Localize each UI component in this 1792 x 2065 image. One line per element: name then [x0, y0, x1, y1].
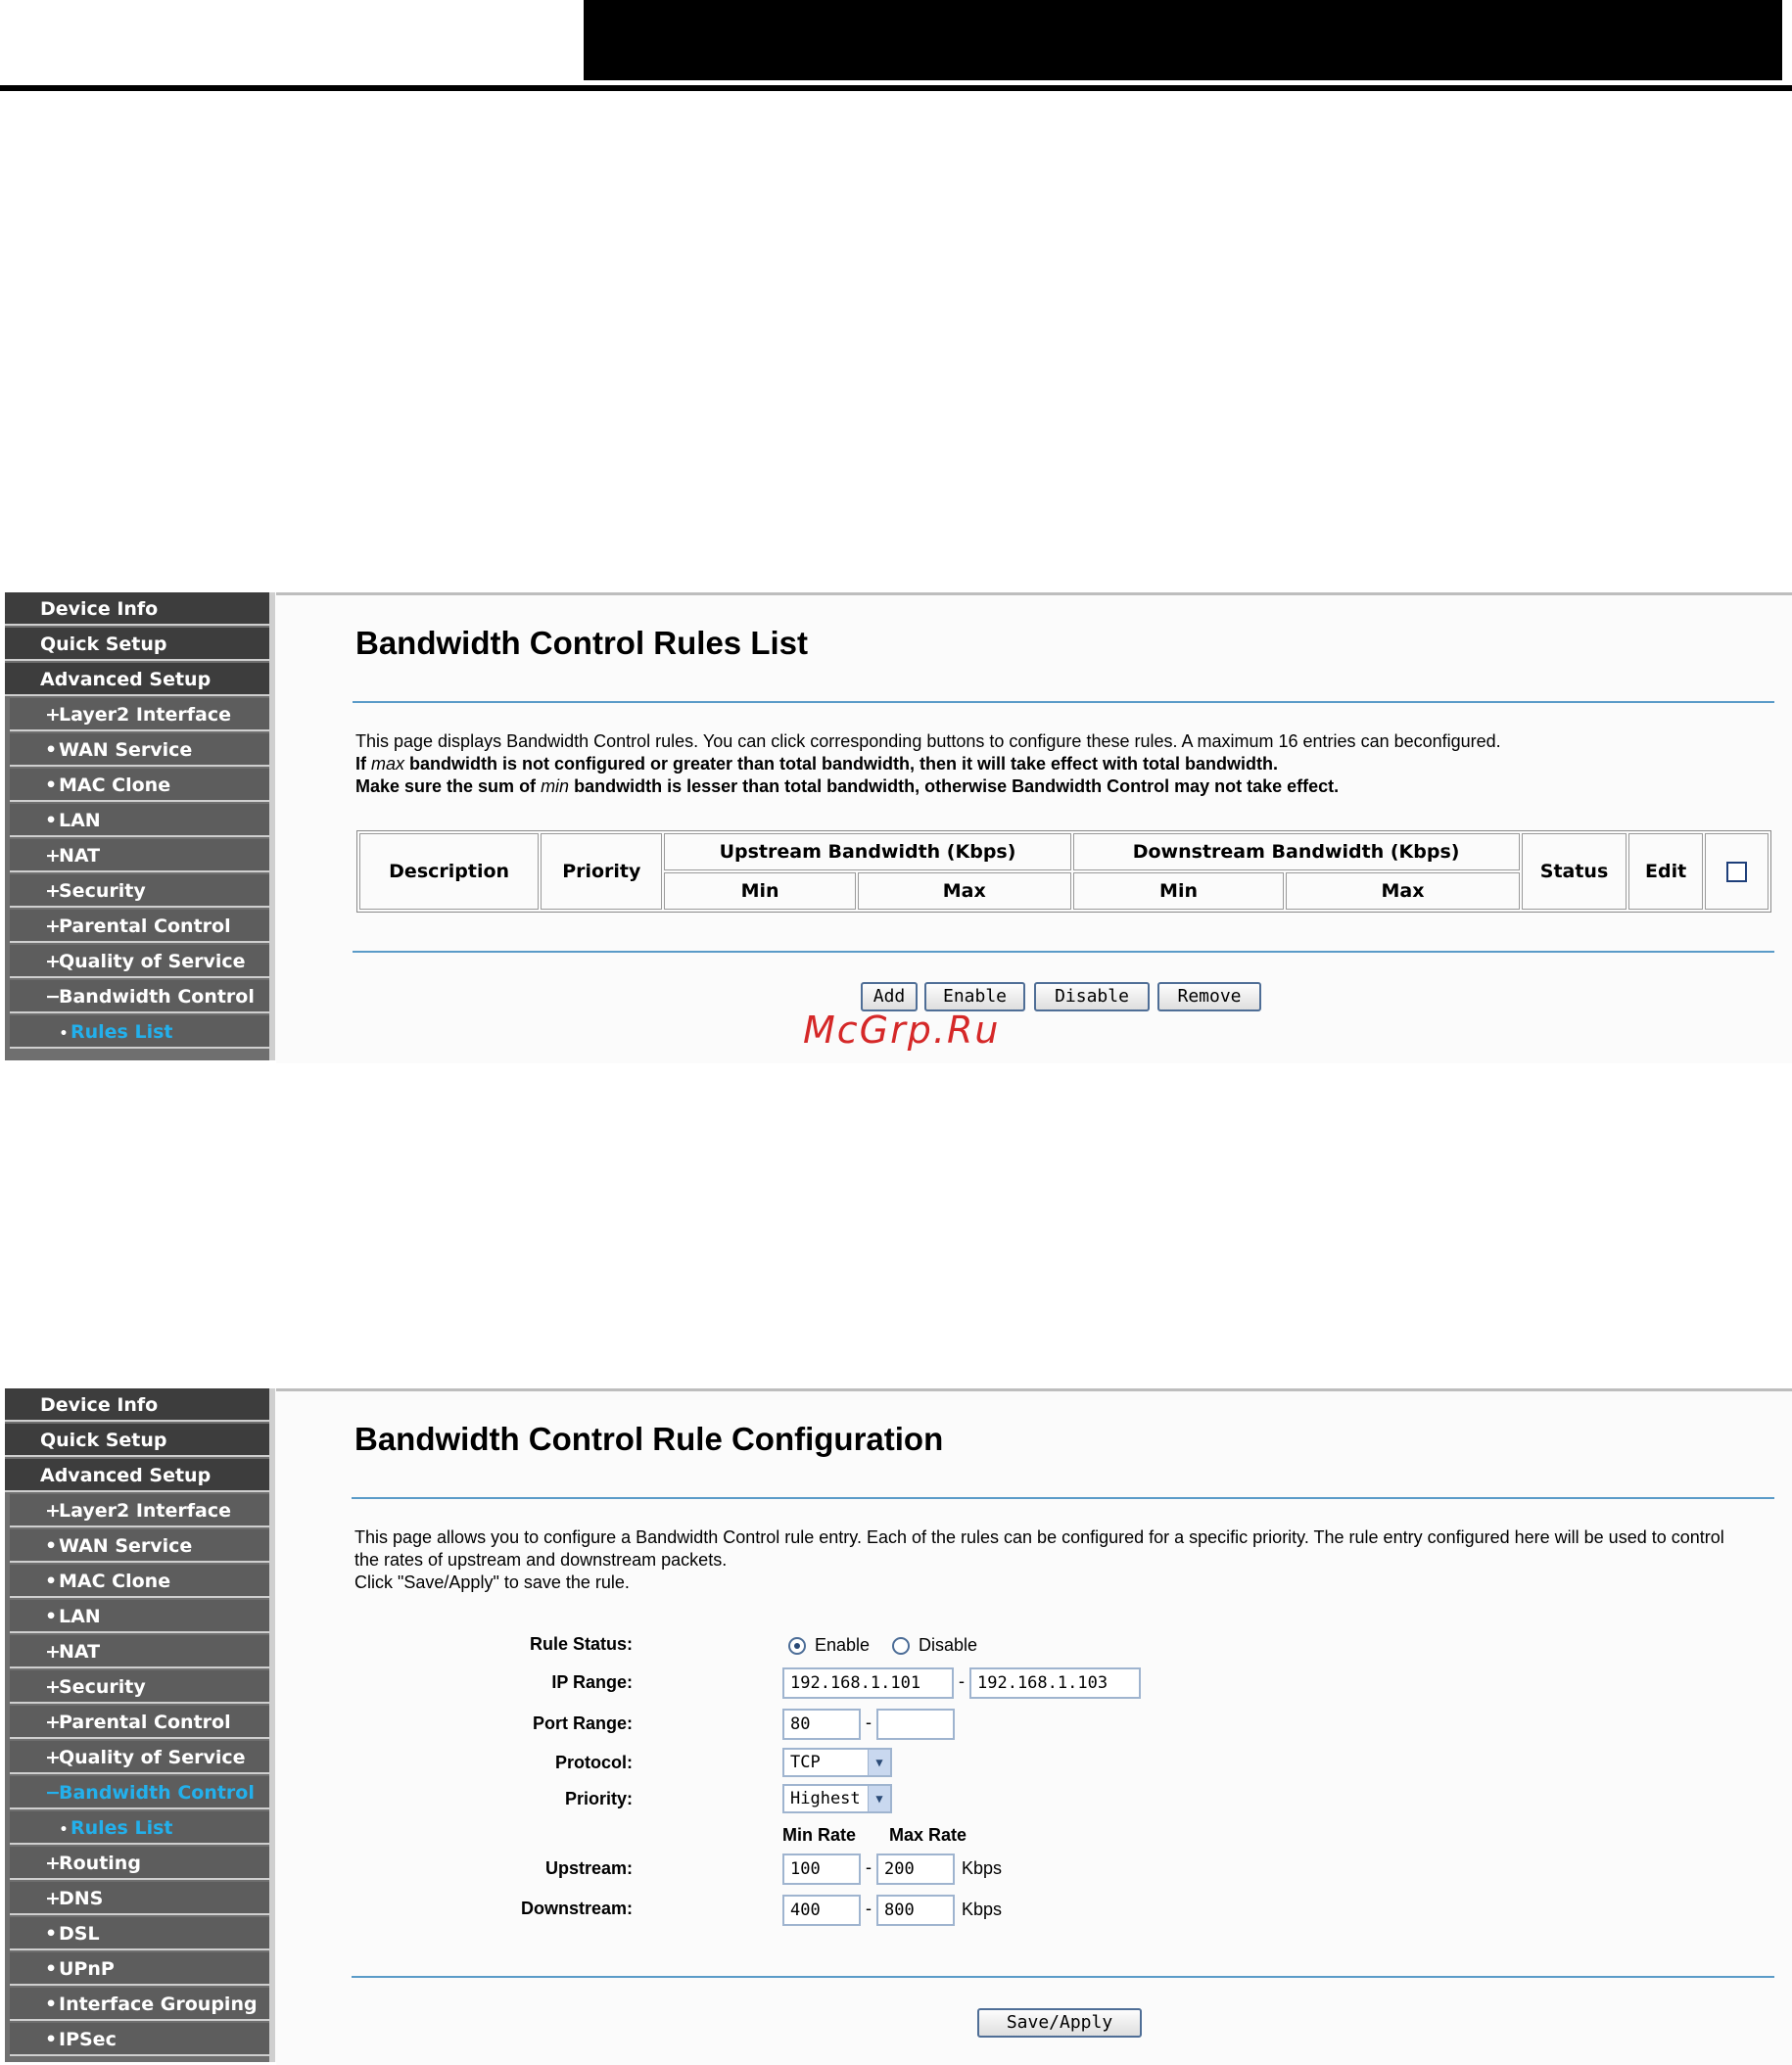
- description-line: Click "Save/Apply" to save the rule.: [354, 1572, 630, 1592]
- collapse-icon: −: [45, 986, 61, 1008]
- rule-status-label: Rule Status:: [529, 1634, 633, 1654]
- priority-select[interactable]: [782, 1784, 892, 1813]
- page-title: Bandwidth Control Rule Configuration: [354, 1421, 944, 1457]
- sidebar-item-label: Parental Control: [59, 1712, 231, 1733]
- bullet-icon: •: [45, 1994, 58, 2015]
- sidebar-item-quick-setup[interactable]: [5, 628, 269, 661]
- rule-config-screenshot: [5, 1388, 1792, 2062]
- downstream-min-input[interactable]: 400: [782, 1895, 861, 1926]
- sidebar-item-label: Advanced Setup: [40, 1465, 212, 1486]
- watermark: McGrp.Ru: [803, 1009, 1001, 1052]
- col-up-min: Min: [664, 872, 855, 910]
- expand-icon: +: [45, 1853, 61, 1874]
- sidebar-item-quality-of-service[interactable]: [10, 945, 269, 978]
- bullet-icon: •: [45, 1535, 58, 1557]
- sidebar-item-label: Rules List: [71, 1021, 173, 1043]
- upstream-min-input[interactable]: 100: [782, 1854, 861, 1885]
- expand-icon: +: [45, 951, 61, 972]
- sidebar-item-label: Layer2 Interface: [59, 704, 231, 726]
- select-all-checkbox[interactable]: [1726, 862, 1747, 882]
- divider: [352, 1976, 1774, 1978]
- col-description: Description: [359, 833, 539, 910]
- sidebar-item-label: LAN: [59, 810, 101, 831]
- expand-icon: +: [45, 1641, 61, 1663]
- divider: [352, 1497, 1774, 1499]
- col-upstream: Upstream Bandwidth (Kbps): [664, 833, 1070, 870]
- priority-value: Highest: [790, 1789, 861, 1808]
- sidebar-item-label: MAC Clone: [59, 1571, 171, 1592]
- bullet-icon: •: [59, 1822, 69, 1838]
- sidebar-item-label: Layer2 Interface: [59, 1500, 231, 1522]
- description: [355, 730, 1501, 798]
- sidebar-item-routing[interactable]: [10, 1847, 269, 1880]
- sidebar-item-rules-list[interactable]: [10, 1811, 269, 1845]
- sidebar-item-label: UPnP: [59, 1958, 115, 1980]
- expand-icon: +: [45, 1676, 61, 1698]
- sidebar-item-parental-control[interactable]: [10, 910, 269, 943]
- sidebar-item-label: WAN Service: [59, 1535, 193, 1557]
- sidebar-item-label: Quality of Service: [59, 951, 246, 972]
- sidebar-item-label: NAT: [59, 845, 101, 867]
- col-up-max: Max: [858, 872, 1071, 910]
- sidebar-item-mac-clone[interactable]: [10, 1565, 269, 1598]
- collapse-icon: −: [45, 1782, 61, 1804]
- sidebar-item-ipsec[interactable]: [10, 2023, 269, 2056]
- range-dash: -: [866, 1899, 872, 1918]
- sidebar-item-label: Interface Grouping: [59, 1994, 258, 2015]
- protocol-label: Protocol:: [555, 1753, 633, 1772]
- chevron-down-icon[interactable]: ▼: [868, 1750, 890, 1775]
- bullet-icon: •: [45, 810, 58, 831]
- range-dash: -: [959, 1671, 965, 1691]
- col-downstream: Downstream Bandwidth (Kbps): [1073, 833, 1520, 870]
- expand-icon: +: [45, 880, 61, 902]
- sidebar-item-label: MAC Clone: [59, 774, 171, 796]
- bullet-icon: •: [45, 1923, 58, 1945]
- col-down-min: Min: [1073, 872, 1285, 910]
- sidebar-item-label: Bandwidth Control: [59, 1782, 255, 1804]
- header-rule: [0, 85, 1792, 91]
- sidebar-item-label: NAT: [59, 1641, 101, 1663]
- divider: [353, 701, 1774, 703]
- sidebar-item-dns[interactable]: [10, 1882, 269, 1915]
- disable-label: Disable: [919, 1635, 978, 1655]
- expand-icon: +: [45, 704, 61, 726]
- page-title: Bandwidth Control Rules List: [355, 625, 808, 661]
- enable-button[interactable]: Enable: [924, 982, 1025, 1011]
- sidebar-item-parental-control[interactable]: [10, 1706, 269, 1739]
- port-range-label: Port Range:: [532, 1713, 633, 1733]
- sidebar-item-label: Quick Setup: [40, 1430, 167, 1451]
- col-select-all[interactable]: [1705, 833, 1768, 910]
- remove-button[interactable]: Remove: [1157, 982, 1261, 1011]
- sidebar-item-label: IPSec: [59, 2029, 117, 2050]
- disable-button[interactable]: Disable: [1034, 982, 1150, 1011]
- range-dash: -: [866, 1713, 872, 1732]
- bullet-icon: •: [59, 1026, 69, 1042]
- sidebar-item-label: Device Info: [40, 1394, 159, 1416]
- bullet-icon: •: [45, 774, 58, 796]
- rule-status-disable-radio[interactable]: [892, 1637, 910, 1655]
- expand-icon: +: [45, 1500, 61, 1522]
- sidebar-nav: [5, 592, 275, 1060]
- main-content: [276, 1388, 1792, 2065]
- expand-icon: +: [45, 1747, 61, 1768]
- sidebar-item-wan-service[interactable]: [10, 1529, 269, 1563]
- header-black-bar: [584, 0, 1782, 80]
- sidebar-item-device-info[interactable]: [5, 592, 269, 626]
- sidebar-item-bandwidth-control[interactable]: [10, 980, 269, 1013]
- sidebar-item-label: DNS: [59, 1888, 104, 1909]
- max-rate-header: Max Rate: [889, 1825, 967, 1845]
- divider: [353, 951, 1774, 953]
- sidebar-item-quality-of-service[interactable]: [10, 1741, 269, 1774]
- description-line: This page displays Bandwidth Control rules. You can click corresponding buttons to configure these rules. A maximum 16 entries can beconfigured.: [355, 731, 1501, 751]
- port-start-input[interactable]: 80: [782, 1709, 861, 1740]
- priority-label: Priority:: [564, 1789, 633, 1808]
- description-line: This page allows you to configure a Bandwidth Control rule entry. Each of the rules can be configured for a specific priority. The rule entry configured here will be used to control: [354, 1527, 1724, 1547]
- description-line: If max bandwidth is not configured or greater than total bandwidth, then it will take effect with total bandwidth.: [355, 754, 1279, 774]
- col-down-max: Max: [1286, 872, 1519, 910]
- save-apply-button[interactable]: Save/Apply: [977, 2008, 1142, 2038]
- bullet-icon: •: [45, 1606, 58, 1627]
- sidebar-item-layer2-interface[interactable]: [10, 698, 269, 731]
- expand-icon: +: [45, 915, 61, 937]
- sidebar-item-label: Security: [59, 880, 146, 902]
- col-priority: Priority: [541, 833, 662, 910]
- expand-icon: +: [45, 1888, 61, 1909]
- sidebar-item-label: Bandwidth Control: [59, 986, 255, 1008]
- sidebar-item-label: DSL: [59, 1923, 100, 1945]
- sidebar-item-bandwidth-control[interactable]: [10, 1776, 269, 1809]
- description-line: the rates of upstream and downstream packets.: [354, 1550, 728, 1570]
- col-status: Status: [1522, 833, 1627, 910]
- sidebar-item-label: Advanced Setup: [40, 669, 212, 690]
- col-edit: Edit: [1628, 833, 1702, 910]
- sidebar-item-label: Security: [59, 1676, 146, 1698]
- sidebar-item-lan[interactable]: [10, 804, 269, 837]
- downstream-max-input[interactable]: 800: [876, 1895, 955, 1926]
- bullet-icon: •: [45, 739, 58, 761]
- enable-label: Enable: [815, 1635, 871, 1655]
- protocol-select[interactable]: [782, 1748, 892, 1777]
- ip-end-input[interactable]: 192.168.1.103: [969, 1667, 1141, 1699]
- upstream-max-input[interactable]: 200: [876, 1854, 955, 1885]
- sidebar-item-wan-service[interactable]: [10, 733, 269, 767]
- sidebar-nav: [5, 1388, 275, 2062]
- port-end-input[interactable]: [876, 1709, 955, 1740]
- expand-icon: +: [45, 845, 61, 867]
- main-content: [276, 592, 1792, 1063]
- sidebar-item-nat[interactable]: [10, 1635, 269, 1668]
- description-line: Make sure the sum of min bandwidth is lesser than total bandwidth, otherwise Bandwidth Control may not take effect.: [355, 776, 1340, 796]
- min-rate-header: Min Rate: [782, 1825, 857, 1845]
- sidebar-item-advanced-setup[interactable]: [5, 1459, 269, 1492]
- sidebar-item-security[interactable]: [10, 1670, 269, 1704]
- sidebar-item-security[interactable]: [10, 874, 269, 908]
- bullet-icon: •: [45, 2029, 58, 2050]
- rule-status-enable-radio[interactable]: [788, 1637, 806, 1655]
- ip-range-label: IP Range:: [551, 1672, 633, 1692]
- sidebar-item-label: WAN Service: [59, 739, 193, 761]
- downstream-label: Downstream:: [520, 1899, 633, 1918]
- bullet-icon: •: [45, 1958, 58, 1980]
- sidebar-item-rules-list[interactable]: [10, 1015, 269, 1049]
- expand-icon: +: [45, 1712, 61, 1733]
- sidebar-item-label: Device Info: [40, 598, 159, 620]
- sidebar-item-label: Rules List: [71, 1817, 173, 1839]
- protocol-value: TCP: [790, 1753, 821, 1772]
- upstream-label: Upstream:: [544, 1858, 633, 1878]
- sidebar-item-device-info[interactable]: [5, 1388, 269, 1422]
- add-button[interactable]: Add: [861, 982, 918, 1011]
- sidebar-item-label: Quality of Service: [59, 1747, 246, 1768]
- sidebar-item-label: LAN: [59, 1606, 101, 1627]
- sidebar-item-quick-setup[interactable]: [5, 1424, 269, 1457]
- sidebar-item-dsl[interactable]: [10, 1917, 269, 1950]
- sidebar-item-advanced-setup[interactable]: [5, 663, 269, 696]
- ip-start-input[interactable]: 192.168.1.101: [782, 1667, 954, 1699]
- sidebar-item-label: Parental Control: [59, 915, 231, 937]
- sidebar-item-lan[interactable]: [10, 1600, 269, 1633]
- bullet-icon: •: [45, 1571, 58, 1592]
- rules-table: [356, 830, 1771, 913]
- sidebar-item-label: Routing: [59, 1853, 141, 1874]
- range-dash: -: [866, 1857, 872, 1877]
- sidebar-item-interface-grouping[interactable]: [10, 1988, 269, 2021]
- chevron-down-icon[interactable]: ▼: [868, 1786, 890, 1811]
- rules-list-screenshot: [5, 592, 1792, 1060]
- upstream-unit: Kbps: [962, 1858, 1003, 1878]
- description: [354, 1526, 1724, 1594]
- sidebar-item-mac-clone[interactable]: [10, 769, 269, 802]
- downstream-unit: Kbps: [962, 1900, 1003, 1919]
- sidebar-item-nat[interactable]: [10, 839, 269, 872]
- sidebar-item-label: Quick Setup: [40, 634, 167, 655]
- sidebar-item-upnp[interactable]: [10, 1952, 269, 1986]
- sidebar-item-layer2-interface[interactable]: [10, 1494, 269, 1527]
